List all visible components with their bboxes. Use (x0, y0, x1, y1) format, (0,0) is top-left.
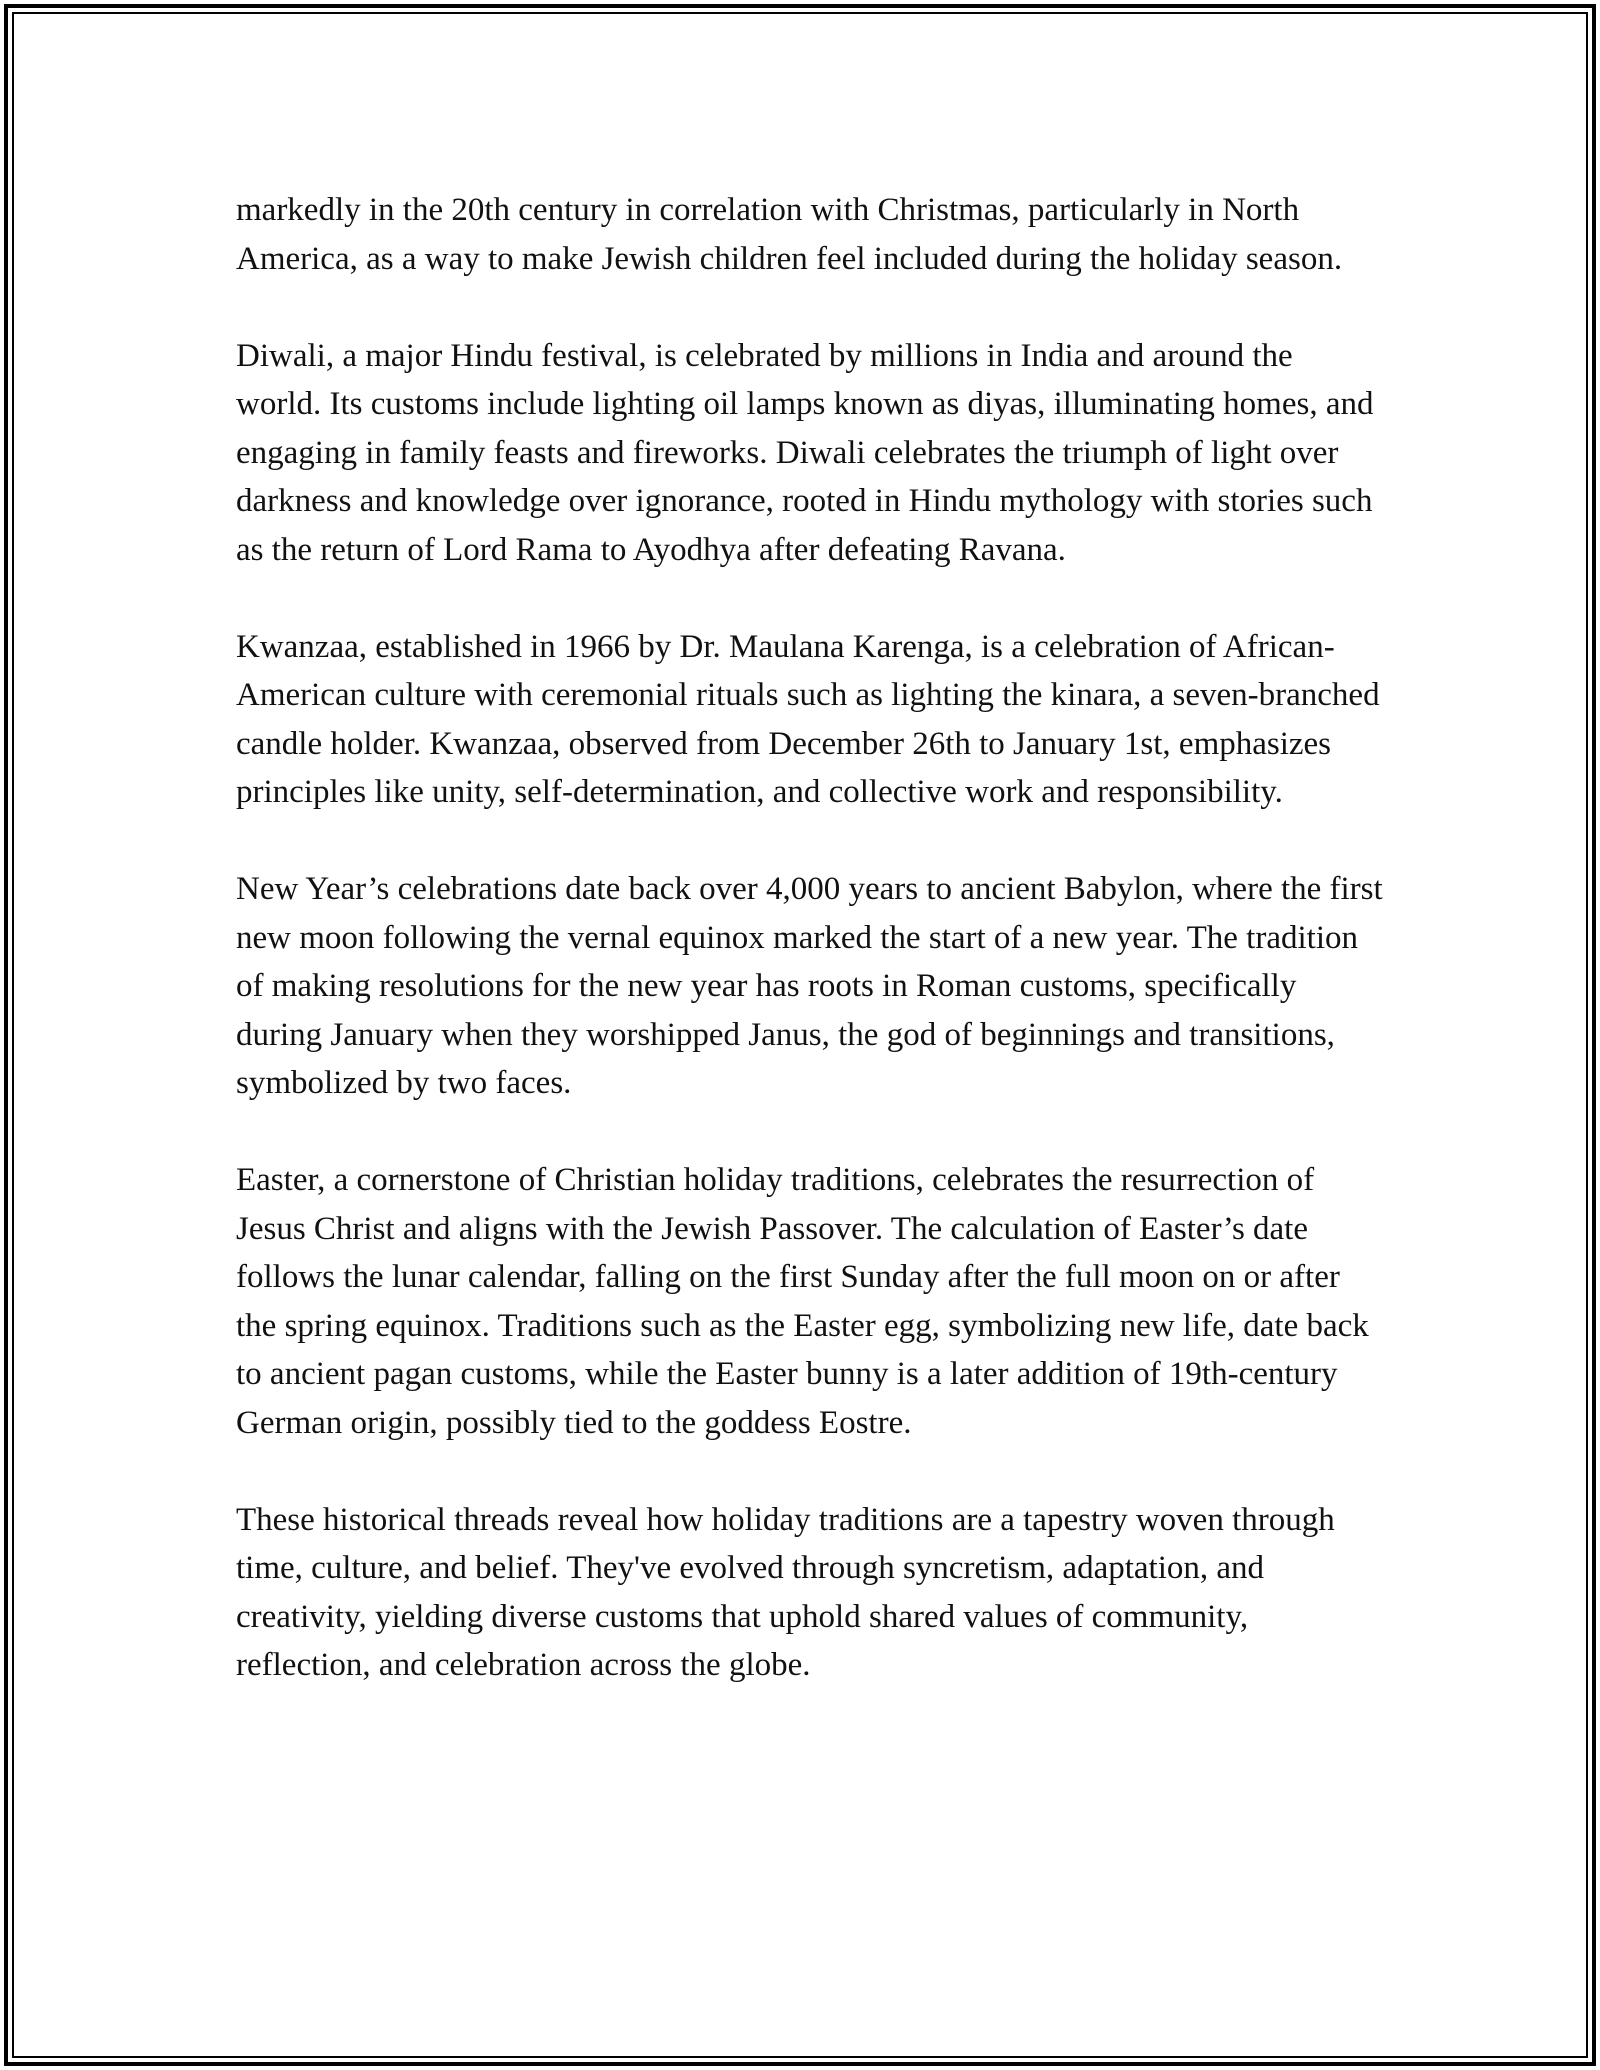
paragraph-conclusion: These historical threads reveal how holiday traditions are a tapestry woven through time, culture, and belief. They've evolved through syncretism, adaptation, and creativity, yielding diverse customs that uphold shared values of community, reflection, and celebration across the globe. (236, 1501, 1335, 1683)
paragraph-hanukkah-continuation: markedly in the 20th century in correlation with Christmas, particularly in North America, as a way to make Jewish children feel included during the holiday season. (236, 192, 1343, 277)
paragraph-diwali: Diwali, a major Hindu festival, is celebrated by millions in India and around the world. Its customs include lighting oil lamps known as diyas, illuminating homes, and engaging in family feasts and fireworks. Diwali celebrates the triumph of light over darkness and knowledge over ignorance, rooted in Hindu mythology with stories such as the return of Lord Rama to Ayodhya after defeating Ravana. (236, 337, 1374, 568)
body-text (236, 186, 1386, 1690)
paragraph-kwanzaa: Kwanzaa, established in 1966 by Dr. Maulana Karenga, is a celebration of African-American culture with ceremonial rituals such as lighting the kinara, a seven-branched candle holder. Kwanzaa, observed from December 26th to January 1st, emphasizes principles like unity, self-determination, and collective work and responsibility. (236, 628, 1380, 810)
paragraph-easter: Easter, a cornerstone of Christian holiday traditions, celebrates the resurrection of Jesus Christ and aligns with the Jewish Passover. The calculation of Easter’s date follows the lunar calendar, falling on the first Sunday after the full moon on or after the spring equinox. Traditions such as the Easter egg, symbolizing new life, date back to ancient pagan customs, while the Easter bunny is a later addition of 19th-century German origin, possibly tied to the goddess Eostre. (236, 1162, 1369, 1441)
paragraph-new-year: New Year’s celebrations date back over 4,000 years to ancient Babylon, where the first new moon following the vernal equinox marked the start of a new year. The tradition of making resolutions for the new year has roots in Roman customs, specifically during January when they worshipped Janus, the god of beginnings and transitions, symbolized by two faces. (236, 871, 1383, 1101)
